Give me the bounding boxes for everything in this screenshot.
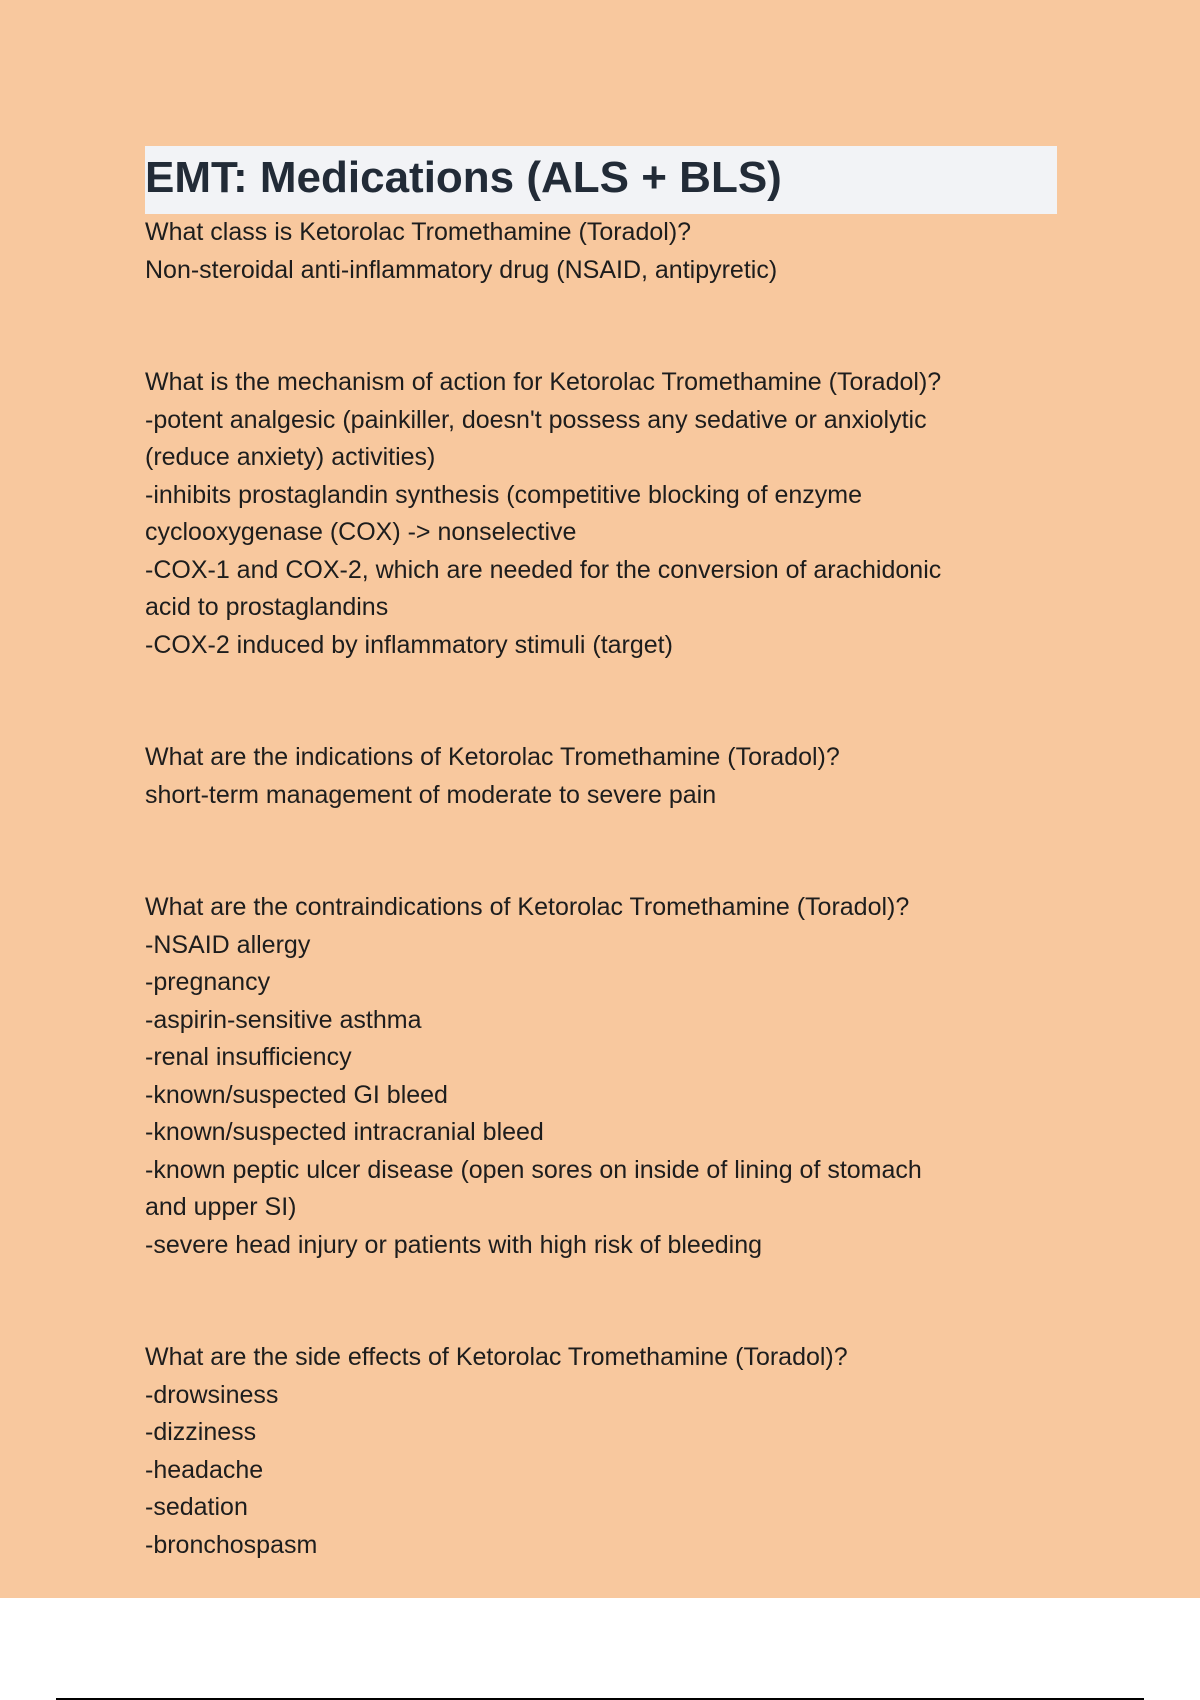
document-content <box>145 146 1057 1564</box>
answer-line: -sedation <box>145 1493 248 1521</box>
question: What are the contraindications of Ketorolac Tromethamine (Toradol)? <box>145 893 910 921</box>
title-band <box>145 146 1057 214</box>
answer-line: -headache <box>145 1455 264 1484</box>
answer-line: -bronchospasm <box>145 1530 318 1559</box>
answer-line: -known/suspected intracranial bleed <box>145 1118 544 1146</box>
answer-line: -COX-2 induced by inflammatory stimuli (target) <box>145 630 673 659</box>
answer-line: -dizziness <box>145 1418 257 1446</box>
answer-line: -aspirin-sensitive asthma <box>145 1005 422 1034</box>
answer-line: -severe head injury or patients with high risk of bleeding <box>145 1230 763 1259</box>
answer-line: cyclooxygenase (COX) -> nonselective <box>145 518 577 546</box>
question: What are the indications of Ketorolac Tromethamine (Toradol)? <box>145 743 840 771</box>
answer-line: and upper SI) <box>145 1193 297 1221</box>
question: What class is Ketorolac Tromethamine (Toradol)? <box>145 218 692 246</box>
qa-indications <box>145 739 1057 814</box>
answer-line: -pregnancy <box>145 968 271 996</box>
answer-line: -known peptic ulcer disease (open sores on inside of lining of stomach <box>145 1155 922 1184</box>
answer-line: -renal insufficiency <box>145 1043 352 1071</box>
question: What is the mechanism of action for Ketorolac Tromethamine (Toradol)? <box>145 368 942 396</box>
qa-class <box>145 214 1057 289</box>
qa-contraindications <box>145 889 1057 1264</box>
answer-line: Non-steroidal anti-inflammatory drug (NSAID, antipyretic) <box>145 255 778 284</box>
qa-mechanism <box>145 364 1057 664</box>
answer-line: -COX-1 and COX-2, which are needed for the conversion of arachidonic <box>145 555 942 584</box>
question: What are the side effects of Ketorolac Tromethamine (Toradol)? <box>145 1343 848 1371</box>
answer-line: -known/suspected GI bleed <box>145 1080 448 1109</box>
answer-line: (reduce anxiety) activities) <box>145 443 436 471</box>
page-title: EMT: Medications (ALS + BLS) <box>145 153 782 202</box>
qa-side-effects <box>145 1339 1057 1564</box>
answer-line: short-term management of moderate to severe pain <box>145 780 717 809</box>
answer-line: -potent analgesic (painkiller, doesn't possess any sedative or anxiolytic <box>145 405 927 434</box>
answer-line: -inhibits prostaglandin synthesis (competitive blocking of enzyme <box>145 480 863 509</box>
answer-line: -drowsiness <box>145 1380 279 1409</box>
answer-line: acid to prostaglandins <box>145 593 389 621</box>
answer-line: -NSAID allergy <box>145 930 311 959</box>
